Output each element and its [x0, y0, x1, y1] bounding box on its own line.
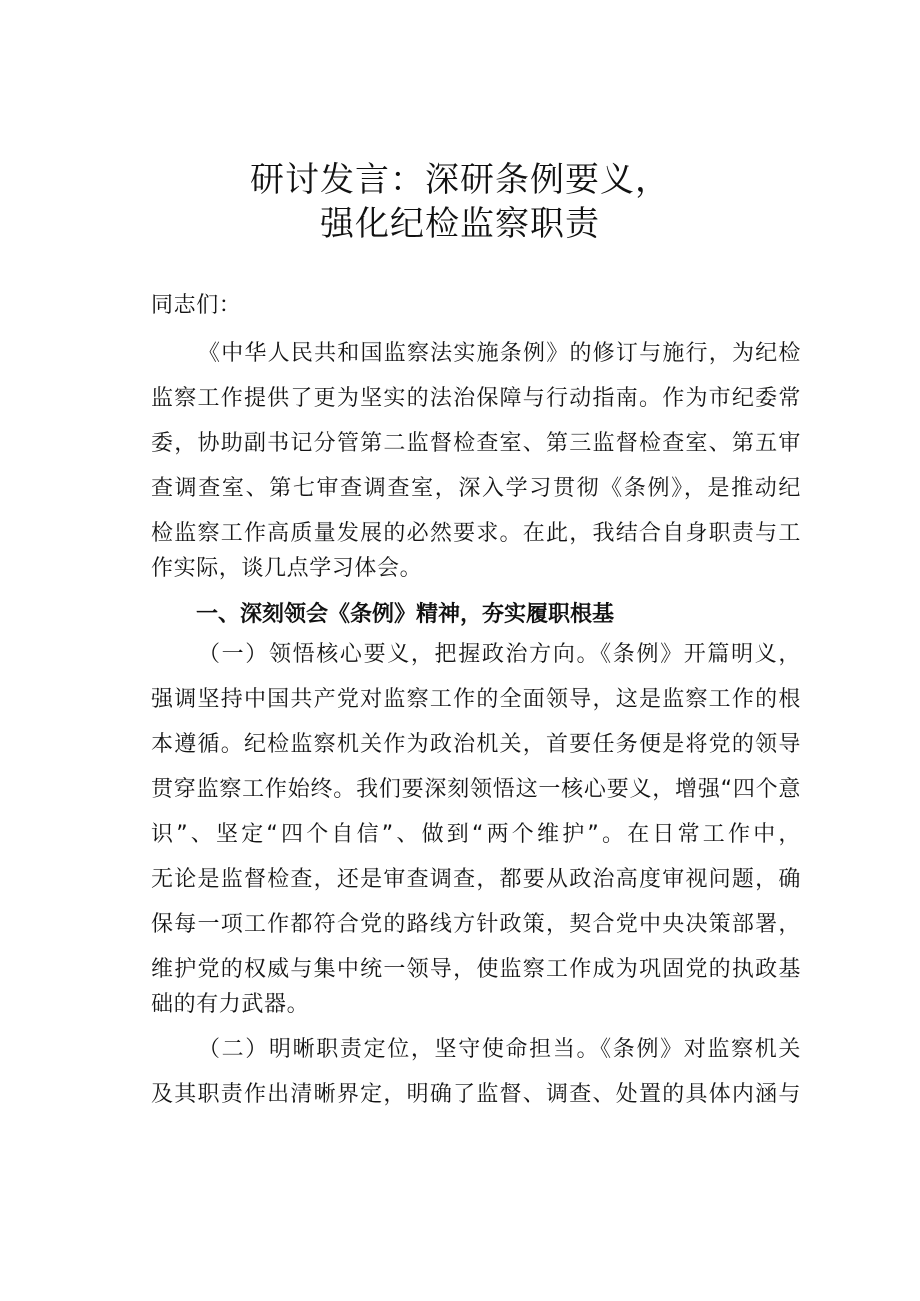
subsection-1-line: 维护党的权威与集中统一领导，使监察工作成为巩固党的执政基: [151, 957, 801, 982]
intro-line: 《中华人民共和国监察法实施条例》的修订与施行，为纪检: [198, 341, 801, 366]
subsection-2-line: （二）明晰职责定位，坚守使命担当。《条例》对监察机关: [198, 1037, 801, 1062]
intro-line: 检监察工作高质量发展的必然要求。在此，我结合自身职责与工: [151, 521, 801, 546]
document-title-line-1: 研讨发言：深研条例要义，: [250, 160, 670, 200]
subsection-1-line: 保每一项工作都符合党的路线方针政策，契合党中央决策部署，: [151, 912, 801, 937]
subsection-1-line: 础的有力武器。: [151, 992, 310, 1017]
section-heading: 一、深刻领会《条例》精神，夯实履职根基: [196, 602, 615, 627]
subsection-2-line: 及其职责作出清晰界定，明确了监督、调查、处置的具体内涵与: [151, 1082, 801, 1107]
intro-line: 查调查室、第七审查调查室，深入学习贯彻《条例》，是推动纪: [151, 476, 801, 501]
intro-line: 监察工作提供了更为坚实的法治保障与行动指南。作为市纪委常: [151, 386, 801, 411]
subsection-1-line: 贯穿监察工作始终。我们要深刻领悟这一核心要义，增强“四个意: [151, 777, 801, 802]
document-title-line-2: 强化纪检监察职责: [320, 204, 600, 244]
subsection-1-line: 识”、坚定“四个自信”、做到“两个维护”。在日常工作中，: [151, 822, 801, 847]
intro-line: 作实际，谈几点学习体会。: [151, 556, 423, 581]
subsection-1-line: 本遵循。纪检监察机关作为政治机关，首要任务便是将党的领导: [151, 732, 801, 757]
salutation: 同志们：: [151, 293, 242, 318]
subsection-1-line: 强调坚持中国共产党对监察工作的全面领导，这是监察工作的根: [151, 687, 801, 712]
subsection-1-line: （一）领悟核心要义，把握政治方向。《条例》开篇明义，: [198, 642, 801, 667]
intro-line: 委，协助副书记分管第二监督检查室、第三监督检查室、第五审: [151, 431, 801, 456]
subsection-1-line: 无论是监督检查，还是审查调查，都要从政治高度审视问题，确: [151, 867, 801, 892]
